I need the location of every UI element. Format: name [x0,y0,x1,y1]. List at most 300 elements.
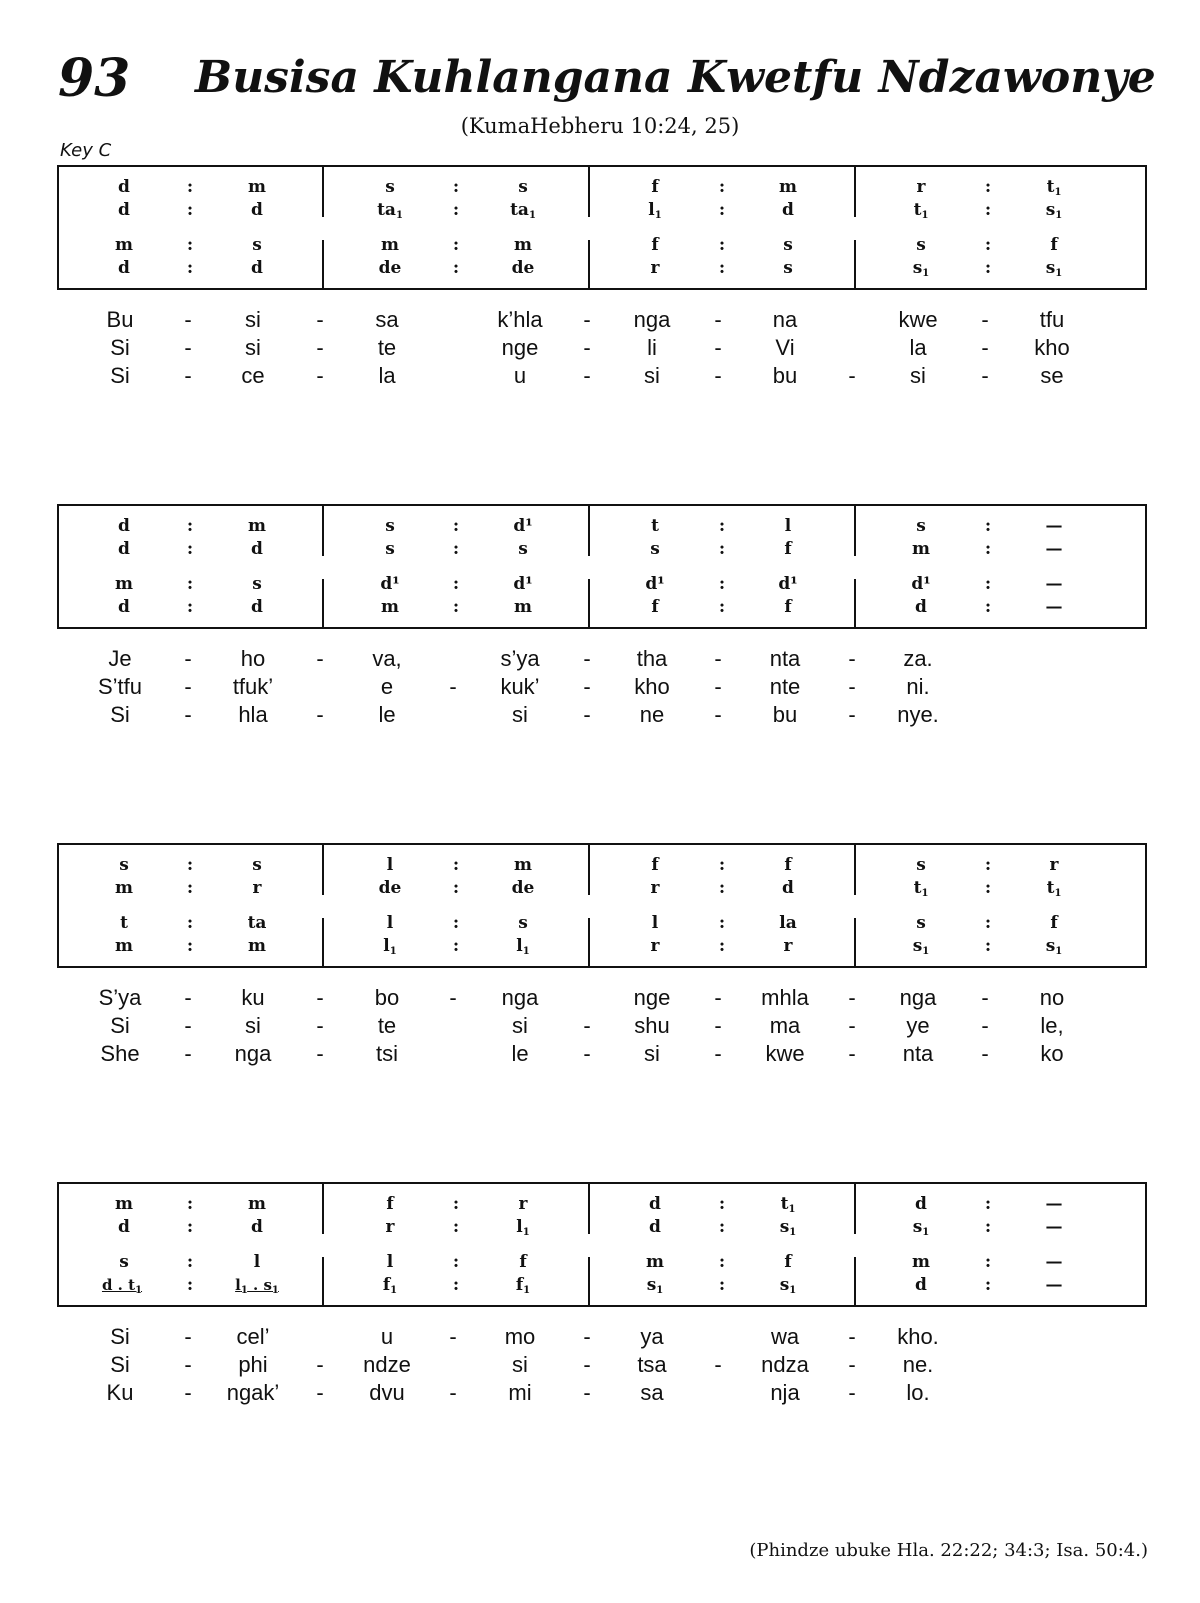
hymn-title: Busisa Kuhlangana Kwetfu Ndzawonye [195,52,1156,103]
lyric-hyphen: - [714,1013,722,1038]
beat-colon: : [452,1275,460,1295]
lyric-syllable: tfuk’ [232,674,274,699]
lyric-syllable: ho [240,646,266,671]
note-tenor: l [386,1252,394,1272]
lyric-hyphen: - [184,307,192,332]
lyric-syllable: se [1040,363,1064,388]
note-bass: $s_1$ [912,258,930,279]
lyric-syllable: Si [110,335,130,360]
barline [322,845,324,895]
note-soprano: d [649,1194,661,1214]
lyric-syllable: tsi [376,1041,398,1066]
lyric-hyphen: - [848,363,856,388]
lyric-hyphen: - [184,335,192,360]
note-tenor: m [115,235,133,255]
beat-colon: : [186,878,194,898]
lyric-syllable: ko [1040,1041,1064,1066]
lyric-syllable: Si [110,702,130,727]
note-alto: — [1045,1217,1063,1237]
lyric-syllable: S’tfu [97,674,143,699]
note-bass: m [115,936,133,956]
lyric-syllable: Si [110,1013,130,1038]
note-alto: f [784,539,792,559]
note-tenor: la [779,913,797,933]
note-soprano: s [252,855,262,875]
lyric-hyphen: - [316,1013,324,1038]
note-bass: m [514,597,532,617]
note-tenor: s [783,235,793,255]
note-tenor: — [1045,574,1063,594]
note-bass: r [783,936,793,956]
lyric-hyphen: - [848,1352,856,1377]
note-soprano: r [916,177,926,197]
lyric-syllable: cel’ [236,1324,270,1349]
beat-colon: : [984,258,992,278]
note-alto: d [251,1217,263,1237]
note-soprano: s [916,855,926,875]
note-bass: d [915,597,927,617]
lyric-hyphen: - [981,985,989,1010]
note-alto: d [118,539,130,559]
lyric-syllable: na [772,307,798,332]
lyric-syllable: za. [903,646,933,671]
note-tenor: m [912,1252,930,1272]
lyric-syllable: bo [374,985,400,1010]
lyric-syllable: mo [504,1324,536,1349]
lyric-syllable: Ku [106,1380,134,1405]
lyric-hyphen: - [316,363,324,388]
lyric-syllable: phi [238,1352,268,1377]
lyric-syllable: ndza [761,1352,809,1377]
lyric-syllable: ce [241,363,265,388]
note-bass: d [251,258,263,278]
note-soprano: t [651,516,659,536]
note-bass: f [651,597,659,617]
beat-colon: : [186,1252,194,1272]
lyric-syllable: nga [899,985,937,1010]
beat-colon: : [718,516,726,536]
note-bass: m [248,936,266,956]
note-alto: s [650,539,660,559]
barline [854,167,856,217]
note-soprano: — [1045,516,1063,536]
key-signature: Key C [60,140,112,161]
note-soprano: s [385,516,395,536]
lyric-hyphen: - [848,1041,856,1066]
beat-colon: : [186,1194,194,1214]
beat-colon: : [984,936,992,956]
lyric-hyphen: - [184,363,192,388]
note-alto: $s_1$ [912,1217,930,1238]
note-alto: $t_1$ [913,878,929,899]
barline [588,579,590,629]
barline [854,1257,856,1307]
lyric-syllable: S’ya [98,985,142,1010]
note-soprano: — [1045,1194,1063,1214]
beat-colon: : [452,200,460,220]
barline [854,1184,856,1234]
lyric-hyphen: - [981,307,989,332]
beat-colon: : [452,574,460,594]
lyric-syllable: te [377,335,397,360]
note-soprano: m [248,1194,266,1214]
lyric-syllable: kho. [897,1324,939,1349]
barline [588,506,590,556]
note-tenor: m [115,574,133,594]
note-tenor: t [120,913,128,933]
note-alto: d [118,200,130,220]
beat-colon: : [186,936,194,956]
lyric-syllable: nge [633,985,671,1010]
lyric-syllable: le, [1040,1013,1064,1038]
note-bass: $s_1$ [1045,936,1063,957]
lyric-hyphen: - [449,1324,457,1349]
note-tenor: s [252,574,262,594]
lyric-syllable: nye. [897,702,939,727]
barline [854,240,856,290]
beat-colon: : [718,1194,726,1214]
lyric-syllable: si [245,335,261,360]
note-alto: r [385,1217,395,1237]
beat-colon: : [452,516,460,536]
beat-colon: : [452,878,460,898]
lyric-syllable: Bu [106,307,134,332]
note-alto: d [782,878,794,898]
lyric-syllable: u [380,1324,394,1349]
note-tenor: s [916,913,926,933]
beat-colon: : [186,574,194,594]
note-soprano: d¹ [513,516,533,536]
lyric-hyphen: - [583,702,591,727]
note-soprano: f [386,1194,394,1214]
beat-colon: : [984,913,992,933]
note-bass: $s_1$ [912,936,930,957]
note-alto: s [518,539,528,559]
note-soprano: r [518,1194,528,1214]
note-bass: $f_1$ [515,1275,531,1296]
barline [588,167,590,217]
note-alto: d [782,200,794,220]
beat-colon: : [718,235,726,255]
lyric-hyphen: - [316,985,324,1010]
lyric-hyphen: - [583,1352,591,1377]
lyric-syllable: nga [234,1041,272,1066]
lyric-syllable: nta [769,646,801,671]
lyric-hyphen: - [848,674,856,699]
note-alto: m [115,878,133,898]
lyric-hyphen: - [714,335,722,360]
note-bass: — [1045,597,1063,617]
lyric-hyphen: - [583,307,591,332]
lyric-hyphen: - [449,1380,457,1405]
lyric-hyphen: - [714,1352,722,1377]
lyric-syllable: ma [769,1013,801,1038]
lyric-syllable: si [512,1352,528,1377]
note-alto: $s_1$ [779,1217,797,1238]
lyric-syllable: She [100,1041,140,1066]
note-soprano: l [784,516,792,536]
lyric-hyphen: - [583,1324,591,1349]
note-alto: $t_1$ [1046,878,1062,899]
barline [854,845,856,895]
lyric-hyphen: - [316,307,324,332]
lyric-hyphen: - [316,335,324,360]
note-bass: r [650,258,660,278]
beat-colon: : [452,597,460,617]
hymn-number: 93 [58,48,131,109]
note-bass: $l_1$ . $s_1$ [235,1276,279,1296]
beat-colon: : [186,855,194,875]
lyric-syllable: mi [508,1380,532,1405]
lyric-syllable: k’hla [497,307,543,332]
beat-colon: : [186,258,194,278]
barline [588,1184,590,1234]
barline [322,918,324,968]
lyric-syllable: ne [639,702,665,727]
beat-colon: : [984,539,992,559]
note-tenor: d¹ [778,574,798,594]
beat-colon: : [452,855,460,875]
lyric-hyphen: - [714,363,722,388]
note-bass: $s_1$ [646,1275,664,1296]
beat-colon: : [718,574,726,594]
lyric-hyphen: - [714,674,722,699]
beat-colon: : [718,913,726,933]
lyric-hyphen: - [184,1352,192,1377]
beat-colon: : [984,878,992,898]
note-alto: d [649,1217,661,1237]
note-tenor: — [1045,1252,1063,1272]
beat-colon: : [984,1217,992,1237]
beat-colon: : [186,913,194,933]
lyric-syllable: si [245,307,261,332]
beat-colon: : [984,597,992,617]
note-bass: $s_1$ [1045,258,1063,279]
beat-colon: : [452,936,460,956]
note-tenor: d¹ [645,574,665,594]
scripture-reference: (KumaHebheru 10:24, 25) [460,114,740,138]
lyric-syllable: kho [634,674,670,699]
lyric-hyphen: - [184,702,192,727]
beat-colon: : [718,855,726,875]
lyric-syllable: hla [238,702,268,727]
note-tenor: d¹ [380,574,400,594]
lyric-syllable: ngak’ [226,1380,280,1405]
note-alto: de [378,878,402,898]
note-alto: r [252,878,262,898]
beat-colon: : [186,597,194,617]
note-alto: r [650,878,660,898]
system-4-staff [57,1182,1147,1307]
lyric-hyphen: - [714,702,722,727]
lyric-syllable: nte [769,674,801,699]
note-bass: f [784,597,792,617]
note-tenor: f [519,1252,527,1272]
lyric-hyphen: - [848,1380,856,1405]
note-bass: d [118,597,130,617]
lyric-syllable: le [511,1041,529,1066]
lyric-syllable: va, [372,646,402,671]
lyric-syllable: ni. [906,674,930,699]
lyric-syllable: ndze [363,1352,411,1377]
lyric-hyphen: - [316,1380,324,1405]
note-soprano: l [386,855,394,875]
lyric-syllable: la [909,335,927,360]
barline [322,167,324,217]
lyric-hyphen: - [184,646,192,671]
beat-colon: : [186,516,194,536]
note-soprano: d [915,1194,927,1214]
note-bass: s [783,258,793,278]
beat-colon: : [718,177,726,197]
lyric-syllable: la [378,363,396,388]
note-tenor: s [916,235,926,255]
beat-colon: : [984,516,992,536]
note-tenor: l [386,913,394,933]
note-tenor: s [252,235,262,255]
note-alto: s [385,539,395,559]
beat-colon: : [718,878,726,898]
lyric-hyphen: - [316,702,324,727]
system-1-staff [57,165,1147,290]
lyric-syllable: bu [772,702,798,727]
footer-reference: (Phindze ubuke Hla. 22:22; 34:3; Isa. 50:4.) [749,1540,1148,1561]
note-bass: de [511,258,535,278]
lyric-hyphen: - [184,1380,192,1405]
lyric-hyphen: - [848,646,856,671]
note-alto: $ta_1$ [510,200,536,221]
note-bass: r [650,936,660,956]
note-soprano: d [118,177,130,197]
lyric-syllable: mhla [761,985,809,1010]
note-soprano: m [115,1194,133,1214]
lyric-syllable: ku [241,985,265,1010]
lyric-syllable: shu [634,1013,670,1038]
lyric-hyphen: - [583,363,591,388]
note-alto: $l_1$ [516,1217,530,1238]
lyric-hyphen: - [714,307,722,332]
beat-colon: : [452,177,460,197]
lyric-syllable: lo. [906,1380,930,1405]
lyric-syllable: kwe [898,307,938,332]
note-bass: d [118,258,130,278]
note-alto: d [251,539,263,559]
note-soprano: m [514,855,532,875]
lyric-syllable: si [512,702,528,727]
note-alto: $t_1$ [913,200,929,221]
note-soprano: s [119,855,129,875]
barline [322,240,324,290]
barline [322,579,324,629]
note-tenor: s [119,1252,129,1272]
lyric-hyphen: - [981,1013,989,1038]
beat-colon: : [186,539,194,559]
lyric-syllable: si [910,363,926,388]
lyric-syllable: nge [501,335,539,360]
note-alto: $s_1$ [1045,200,1063,221]
lyric-syllable: tfu [1039,307,1065,332]
lyric-hyphen: - [583,646,591,671]
lyric-syllable: te [377,1013,397,1038]
beat-colon: : [452,235,460,255]
lyric-syllable: wa [770,1324,800,1349]
note-tenor: d¹ [513,574,533,594]
lyric-syllable: no [1039,985,1065,1010]
lyric-syllable: Si [110,1324,130,1349]
note-soprano: m [248,177,266,197]
note-alto: d [118,1217,130,1237]
lyric-hyphen: - [316,1041,324,1066]
note-bass: $f_1$ [382,1275,398,1296]
lyric-hyphen: - [848,1013,856,1038]
note-soprano: $t_1$ [780,1194,796,1215]
lyric-syllable: Si [110,363,130,388]
beat-colon: : [452,258,460,278]
note-bass: de [378,258,402,278]
lyric-syllable: kho [1034,335,1070,360]
note-bass: $l_1$ [516,936,530,957]
barline [322,506,324,556]
lyric-hyphen: - [714,646,722,671]
lyric-syllable: e [380,674,394,699]
lyric-hyphen: - [316,1352,324,1377]
beat-colon: : [718,200,726,220]
lyric-hyphen: - [184,1041,192,1066]
beat-colon: : [718,1217,726,1237]
lyric-hyphen: - [184,1013,192,1038]
beat-colon: : [186,1217,194,1237]
beat-colon: : [186,235,194,255]
lyric-hyphen: - [316,646,324,671]
lyric-hyphen: - [583,335,591,360]
note-soprano: s [385,177,395,197]
barline [322,1184,324,1234]
note-soprano: r [1049,855,1059,875]
note-tenor: s [518,913,528,933]
beat-colon: : [718,258,726,278]
beat-colon: : [984,1275,992,1295]
lyric-syllable: sa [640,1380,664,1405]
barline [588,240,590,290]
lyric-syllable: nta [902,1041,934,1066]
note-tenor: m [381,235,399,255]
lyric-hyphen: - [583,674,591,699]
lyric-syllable: sa [375,307,399,332]
lyric-syllable: li [647,335,657,360]
lyric-syllable: s’ya [500,646,540,671]
beat-colon: : [984,200,992,220]
note-alto: $l_1$ [648,200,662,221]
lyric-syllable: kuk’ [500,674,540,699]
note-tenor: m [514,235,532,255]
lyric-hyphen: - [714,1041,722,1066]
barline [854,579,856,629]
lyric-syllable: si [245,1013,261,1038]
lyric-syllable: ya [640,1324,664,1349]
beat-colon: : [718,539,726,559]
note-bass: d [915,1275,927,1295]
lyric-syllable: ye [906,1013,930,1038]
lyric-hyphen: - [848,702,856,727]
beat-colon: : [984,1252,992,1272]
lyric-hyphen: - [449,985,457,1010]
lyric-syllable: le [378,702,396,727]
lyric-hyphen: - [981,335,989,360]
lyric-hyphen: - [449,674,457,699]
barline [588,1257,590,1307]
beat-colon: : [718,597,726,617]
lyric-syllable: dvu [369,1380,405,1405]
